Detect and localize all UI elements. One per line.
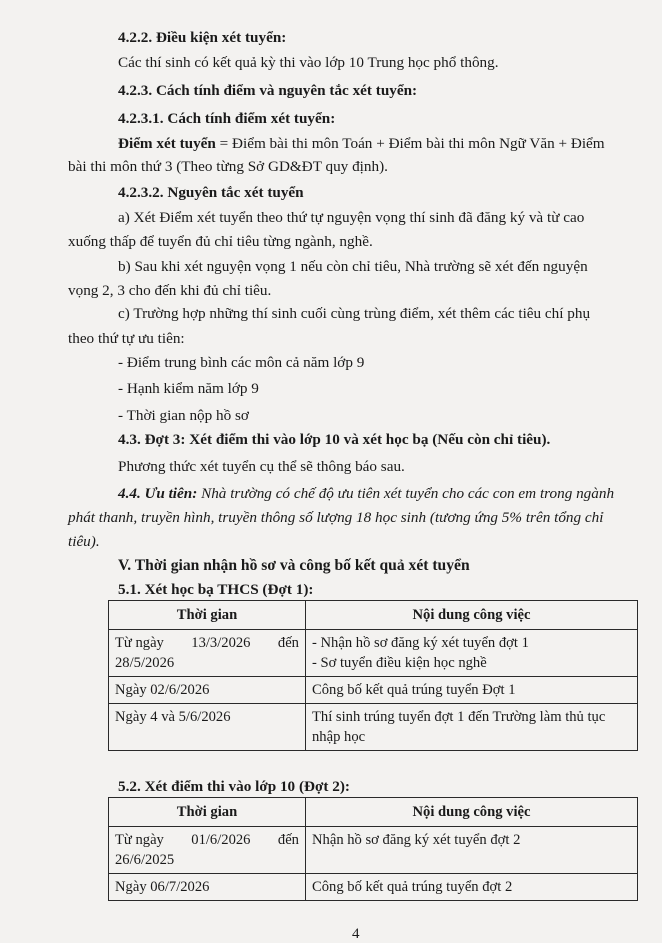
schedule-table-round-2	[108, 797, 638, 901]
time-cell	[109, 827, 306, 874]
table-row	[109, 874, 638, 901]
criterion-item: - Thời gian nộp hồ sơ	[118, 407, 249, 424]
heading-5-2: 5.2. Xét điểm thi vào lớp 10 (Đợt 2):	[118, 778, 350, 795]
rule-a-line-2: xuống thấp để tuyển đủ chỉ tiêu từng ngành, nghề.	[68, 233, 373, 250]
priority-line-3: tiêu).	[68, 533, 100, 550]
content-line: - Sơ tuyển điều kiện học nghề	[312, 655, 487, 671]
content-cell: Nhận hồ sơ đăng ký xét tuyển đợt 2	[306, 827, 638, 874]
rule-a-line-1: a) Xét Điểm xét tuyển theo thứ tự nguyện vọng thí sinh đã đăng ký và từ cao	[118, 209, 585, 226]
time-from-label: Từ ngày	[115, 635, 164, 651]
column-header-time: Thời gian	[109, 601, 306, 630]
heading-4-2-3-2: 4.2.3.2. Nguyên tắc xét tuyển	[118, 184, 304, 201]
time-from-label: Từ ngày	[115, 832, 164, 848]
time-start-date: 01/6/2026	[191, 832, 251, 848]
table-header-row	[109, 798, 638, 827]
column-header-content: Nội dung công việc	[306, 798, 638, 827]
paragraph-4-3: Phương thức xét tuyển cụ thể sẽ thông báo sau.	[118, 458, 405, 475]
table-row	[109, 677, 638, 704]
content-cell: Công bố kết quả trúng tuyển đợt 2	[306, 874, 638, 901]
time-to-label: đến	[277, 832, 299, 848]
time-range-line	[115, 830, 299, 850]
heading-section-5: V. Thời gian nhận hồ sơ và công bố kết quả xét tuyển	[118, 557, 470, 574]
heading-5-1: 5.1. Xét học bạ THCS (Đợt 1):	[118, 581, 314, 598]
formula-line-2: bài thi môn thứ 3 (Theo từng Sở GD&ĐT quy định).	[68, 158, 388, 175]
priority-line-2: phát thanh, truyền hình, truyền thông số lượng 18 học sinh (tương ứng 5% trên tổng chỉ	[68, 509, 604, 526]
time-start-date: 13/3/2026	[191, 635, 251, 651]
content-cell: Công bố kết quả trúng tuyển Đợt 1	[306, 677, 638, 704]
formula-term: Điểm xét tuyển	[118, 135, 216, 152]
content-line: Thí sinh trúng tuyển đợt 1 đến Trường làm thủ tục	[312, 709, 606, 725]
table-header-row	[109, 601, 638, 630]
table-row	[109, 630, 638, 677]
heading-4-3: 4.3. Đợt 3: Xét điểm thi vào lớp 10 và xét học bạ (Nếu còn chỉ tiêu).	[118, 431, 551, 448]
content-cell	[306, 704, 638, 751]
schedule-table-round-1	[108, 600, 638, 751]
time-cell: Ngày 06/7/2026	[109, 874, 306, 901]
page-number: 4	[352, 926, 360, 942]
priority-label: 4.4. Ưu tiên:	[118, 485, 198, 502]
heading-4-2-3-1: 4.2.3.1. Cách tính điểm xét tuyển:	[118, 110, 336, 127]
heading-4-2-3: 4.2.3. Cách tính điểm và nguyên tắc xét tuyển:	[118, 82, 418, 99]
paragraph-4-2-2: Các thí sinh có kết quả kỳ thi vào lớp 10 Trung học phổ thông.	[118, 54, 499, 71]
content-line: nhập học	[312, 729, 366, 745]
time-end-date: 28/5/2026	[115, 655, 175, 671]
rule-c-line-1: c) Trường hợp những thí sinh cuối cùng trùng điểm, xét thêm các tiêu chí phụ	[118, 305, 591, 322]
rule-c-line-2: theo thứ tự ưu tiên:	[68, 330, 185, 347]
time-end-date: 26/6/2025	[115, 852, 175, 868]
table-row	[109, 827, 638, 874]
priority-text: Nhà trường có chế độ ưu tiên xét tuyển cho các con em trong ngành	[197, 485, 615, 502]
content-line: - Nhận hồ sơ đăng ký xét tuyển đợt 1	[312, 635, 529, 651]
criterion-item: - Hạnh kiểm năm lớp 9	[118, 380, 259, 397]
time-cell	[109, 630, 306, 677]
column-header-time: Thời gian	[109, 798, 306, 827]
time-cell: Ngày 4 và 5/6/2026	[109, 704, 306, 751]
time-range-line	[115, 633, 299, 653]
heading-4-2-2: 4.2.2. Điều kiện xét tuyển:	[118, 29, 287, 46]
rule-b-line-1: b) Sau khi xét nguyện vọng 1 nếu còn chỉ tiêu, Nhà trường sẽ xét đến nguyện	[118, 258, 588, 275]
formula-line-1	[118, 134, 605, 154]
table-row	[109, 704, 638, 751]
column-header-content: Nội dung công việc	[306, 601, 638, 630]
time-to-label: đến	[277, 635, 299, 651]
formula-rest: = Điểm bài thi môn Toán + Điểm bài thi môn Ngữ Văn + Điểm	[215, 135, 605, 152]
rule-b-line-2: vọng 2, 3 cho đến khi đủ chỉ tiêu.	[68, 282, 272, 299]
content-cell	[306, 630, 638, 677]
criterion-item: - Điểm trung bình các môn cả năm lớp 9	[118, 354, 365, 371]
priority-line-1	[118, 484, 614, 504]
time-cell: Ngày 02/6/2026	[109, 677, 306, 704]
